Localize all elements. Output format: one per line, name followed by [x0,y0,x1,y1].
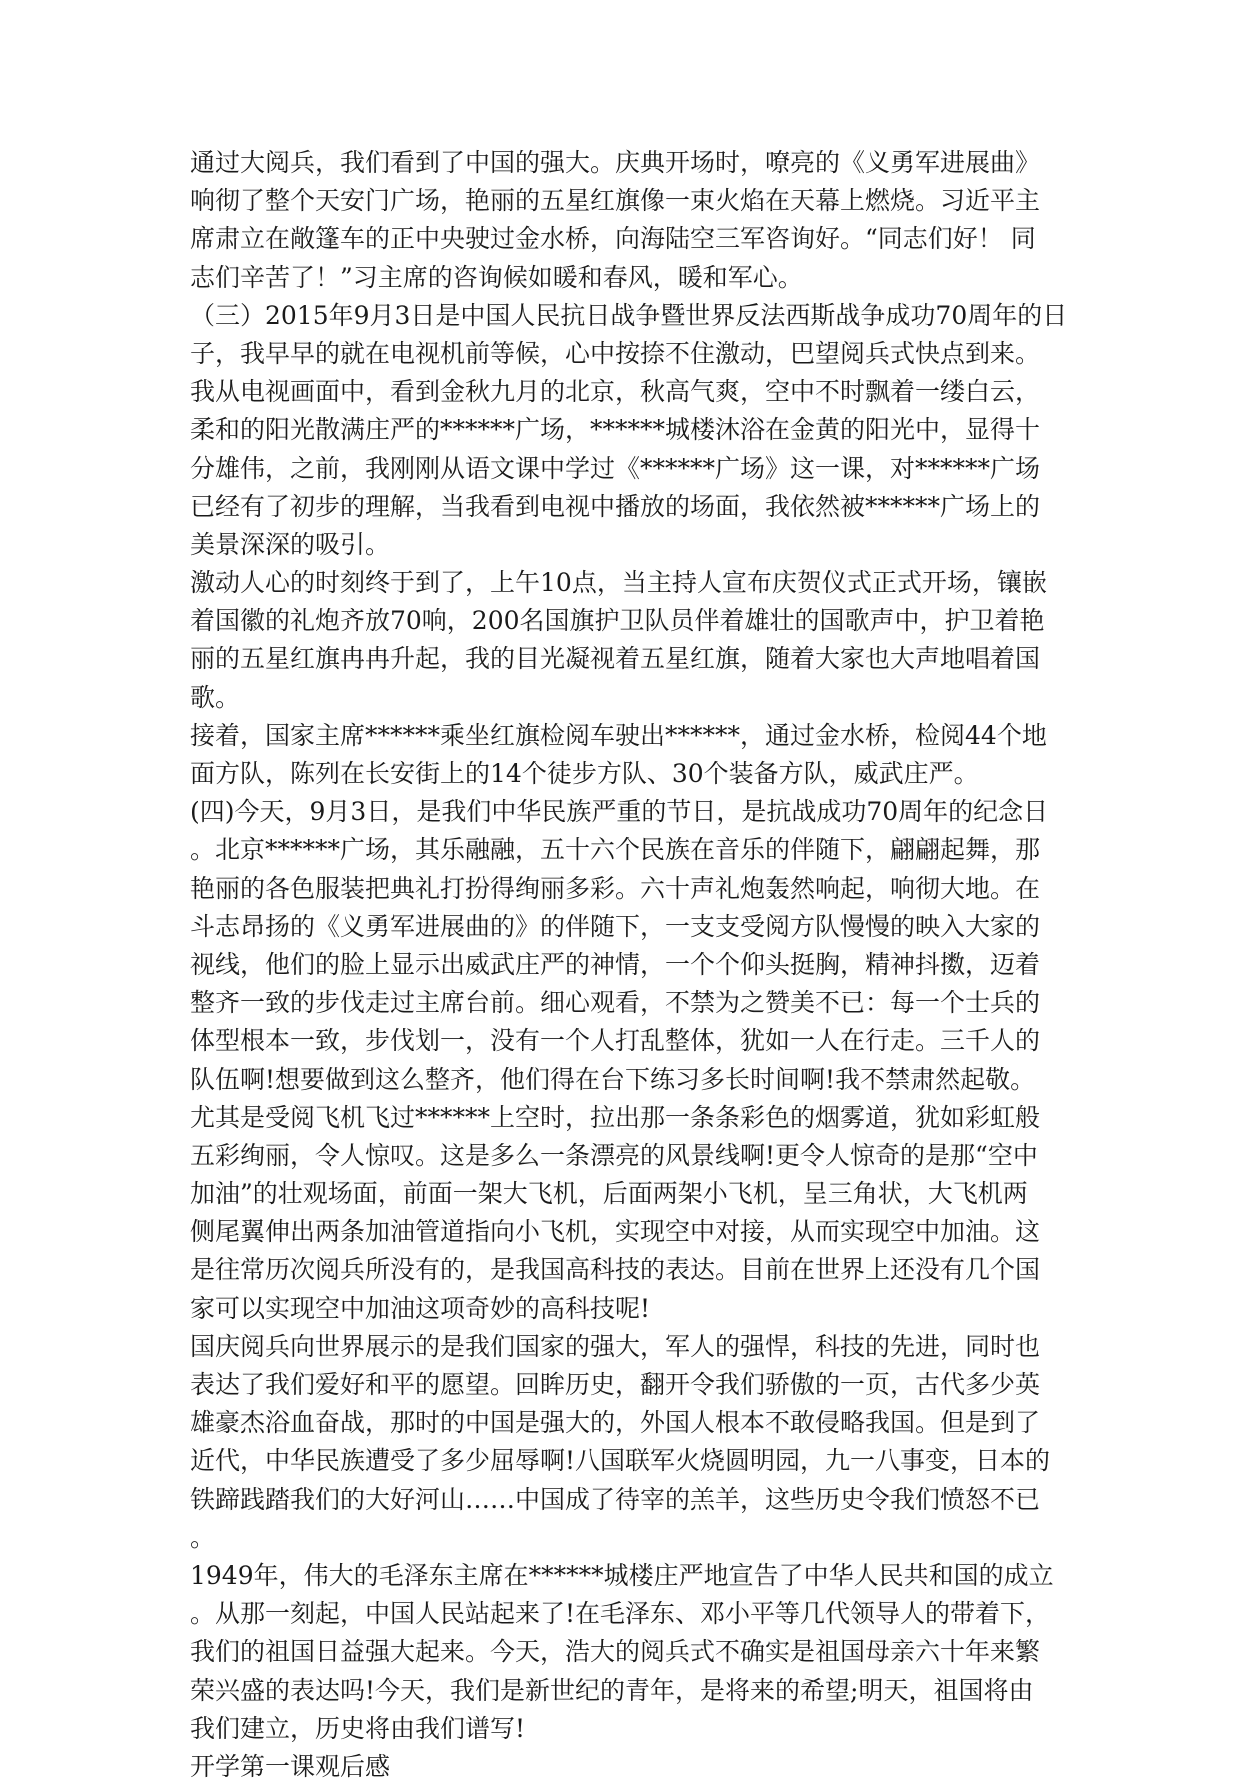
text-line: 着国徽的礼炮齐放70响，200名国旗护卫队员伴着雄壮的国歌声中，护卫着艳 [190,606,1045,636]
text-line: 面方队，陈列在长安街上的14个徒步方队、30个装备方队，威武庄严。 [190,759,979,788]
text-line: （三）2015年9月3日是中国人民抗日战争暨世界反法西斯战争成功70周年的日 [190,300,1068,330]
text-line: 国庆阅兵向世界展示的是我们国家的强大，军人的强悍，科技的先进，同时也 [190,1331,1041,1361]
text-line: 五彩绚丽，令人惊叹。这是多么一条漂亮的风景线啊!更令人惊奇的是那“空中 [190,1140,1038,1170]
text-line: 。从那一刻起，中国人民站起来了!在毛泽东、邓小平等几代领导人的带着下， [190,1599,1051,1629]
text-line: 志们辛苦了！”习主席的咨询候如暖和春风，暖和军心。 [190,262,803,292]
text-line: 视线，他们的脸上显示出威武庄严的神情，一个个仰头挺胸，精神抖擞，迈着 [190,949,1041,979]
text-line: 荣兴盛的表达吗!今天，我们是新世纪的青年，是将来的希望;明天，祖国将由 [190,1675,1034,1705]
text-line: 艳丽的各色服装把典礼打扮得绚丽多彩。六十声礼炮轰然响起，响彻大地。在 [190,873,1041,903]
text-line: 分雄伟，之前，我刚刚从语文课中学过《******广场》这一课，对******广场 [190,453,1041,483]
text-line: 。 [190,1522,216,1552]
text-line: 已经有了初步的理解，当我看到电视中播放的场面，我依然被******广场上的 [190,491,1041,521]
text-line: 近代，中华民族遭受了多少屈辱啊!八国联军火烧圆明园，九一八事变，日本的 [190,1446,1051,1476]
text-line: 激动人心的时刻终于到了，上午10点，当主持人宣布庆贺仪式正式开场，镶嵌 [190,568,1047,598]
text-line: 我们建立，历史将由我们谱写! [190,1713,526,1743]
text-line: 雄豪杰浴血奋战，那时的中国是强大的，外国人根本不敢侵略我国。但是到了 [190,1408,1041,1438]
text-line: 。北京******广场，其乐融融，五十六个民族在音乐的伴随下，翩翩起舞，那 [190,835,1041,865]
text-line: 体型根本一致，步伐划一，没有一个人打乱整体，犹如一人在行走。三千人的 [190,1026,1041,1056]
document-body [190,144,1070,1786]
text-line: 美景深深的吸引。 [190,529,391,559]
text-line: 尤其是受阅飞机飞过******上空时，拉出那一条条彩色的烟雾道，犹如彩虹般 [190,1102,1041,1132]
text-line: 加油”的壮观场面，前面一架大飞机，后面两架小飞机，呈三角状，大飞机两 [190,1179,1028,1209]
text-line: 我们的祖国日益强大起来。今天，浩大的阅兵式不确实是祖国母亲六十年来繁 [190,1637,1041,1667]
text-line: 斗志昂扬的《义勇军进展曲的》的伴随下，一支支受阅方队慢慢的映入大家的 [190,911,1041,941]
text-line: 铁蹄践踏我们的大好河山……中国成了待宰的羔羊，这些历史令我们愤怒不已 [190,1484,1041,1514]
text-line: (四)今天，9月3日，是我们中华民族严重的节日，是抗战成功70周年的纪念日 [190,797,1049,827]
text-line: 我从电视画面中，看到金秋九月的北京，秋高气爽，空中不时飘着一缕白云， [190,377,1041,407]
text-line: 通过大阅兵，我们看到了中国的强大。庆典开场时，嘹亮的《义勇军进展曲》 [190,148,1041,177]
text-line: 侧尾翼伸出两条加油管道指向小飞机，实现空中对接，从而实现空中加油。这 [190,1217,1041,1247]
text-line: 开学第一课观后感 [190,1751,391,1781]
text-line: 是往常历次阅兵所没有的，是我国高科技的表达。目前在世界上还没有几个国 [190,1255,1041,1285]
text-line: 整齐一致的步伐走过主席台前。细心观看，不禁为之赞美不已：每一个士兵的 [190,988,1041,1018]
text-line: 子，我早早的就在电视机前等候，心中按捺不住激动，巴望阅兵式快点到来。 [190,338,1041,368]
text-line: 1949年，伟大的毛泽东主席在******城楼庄严地宣告了中华人民共和国的成立 [190,1560,1054,1590]
text-line: 席肃立在敞篷车的正中央驶过金水桥，向海陆空三军咨询好。“同志们好！ 同 [190,224,1036,254]
text-line: 丽的五星红旗冉冉升起，我的目光凝视着五星红旗，随着大家也大声地唱着国 [190,644,1041,674]
text-line: 队伍啊!想要做到这么整齐，他们得在台下练习多长时间啊!我不禁肃然起敬。 [190,1064,1036,1094]
text-line: 表达了我们爱好和平的愿望。回眸历史，翻开令我们骄傲的一页，古代多少英 [190,1370,1041,1399]
text-line: 响彻了整个天安门广场，艳丽的五星红旗像一束火焰在天幕上燃烧。习近平主 [190,186,1041,216]
text-line: 家可以实现空中加油这项奇妙的高科技呢! [190,1293,651,1323]
text-line: 歌。 [190,682,241,712]
text-line: 接着，国家主席******乘坐红旗检阅车驶出******，通过金水桥，检阅44个地 [190,720,1047,750]
text-line: 柔和的阳光散满庄严的******广场，******城楼沐浴在金黄的阳光中，显得十 [190,415,1041,445]
